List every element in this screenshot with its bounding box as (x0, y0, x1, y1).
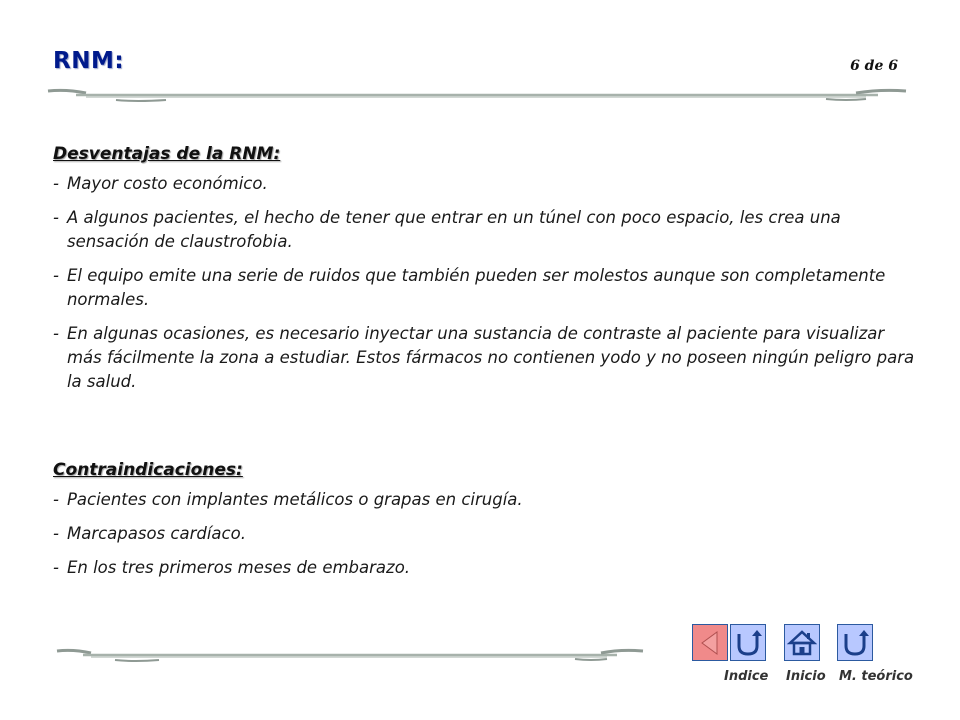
inicio-button[interactable] (784, 624, 820, 661)
marco-teorico-label[interactable]: M. teórico (839, 669, 913, 684)
list-dash: - (53, 266, 59, 285)
list-item (53, 522, 923, 546)
decorative-divider-top (46, 84, 908, 106)
indice-label[interactable]: Indice (724, 669, 769, 684)
page-counter: 6 de 6 (850, 58, 898, 74)
home-icon (787, 628, 817, 658)
triangle-left-icon (696, 629, 724, 657)
slide-content (53, 142, 923, 590)
u-turn-icon (733, 628, 763, 658)
title-suffix: : (114, 48, 125, 74)
list-item-text: En los tres primeros meses de embarazo. (66, 558, 411, 577)
title-text: RNM (53, 48, 115, 74)
list-item (53, 206, 923, 254)
list-item-text: Marcapasos cardíaco. (66, 524, 246, 543)
inicio-label[interactable]: Inicio (786, 669, 826, 684)
list-dash: - (53, 208, 59, 227)
list-item (53, 172, 923, 196)
contraindications-heading: Contraindicaciones: (53, 460, 243, 480)
list-item (53, 264, 923, 312)
list-dash: - (53, 324, 59, 343)
list-dash: - (53, 524, 59, 543)
list-item-text: Mayor costo económico. (66, 174, 268, 193)
u-turn-icon (840, 628, 870, 658)
list-item-text: A algunos pacientes, el hecho de tener que entrar en un túnel con poco espacio, les crea una sensación de claustrofobia. (66, 208, 841, 251)
indice-button[interactable] (730, 624, 766, 661)
list-dash: - (53, 490, 59, 509)
list-item (53, 488, 923, 512)
list-dash: - (53, 558, 59, 577)
list-item (53, 322, 923, 394)
page-title (53, 48, 124, 74)
disadvantages-heading: Desventajas de la RNM: (53, 144, 281, 164)
marco-teorico-button[interactable] (837, 624, 873, 661)
decorative-divider-bottom (55, 644, 645, 666)
list-item-text: En algunas ocasiones, es necesario inyectar una sustancia de contraste al paciente para visualizar más fácilmente la zona a estudiar. Estos fármacos no contienen yodo y no poseen ningún peligro para la salud. (66, 324, 915, 391)
list-item-text: El equipo emite una serie de ruidos que también pueden ser molestos aunque son completamente normales. (66, 266, 886, 309)
previous-slide-button[interactable] (692, 624, 728, 661)
list-dash: - (53, 174, 59, 193)
list-item (53, 556, 923, 580)
list-item-text: Pacientes con implantes metálicos o grapas en cirugía. (66, 490, 523, 509)
